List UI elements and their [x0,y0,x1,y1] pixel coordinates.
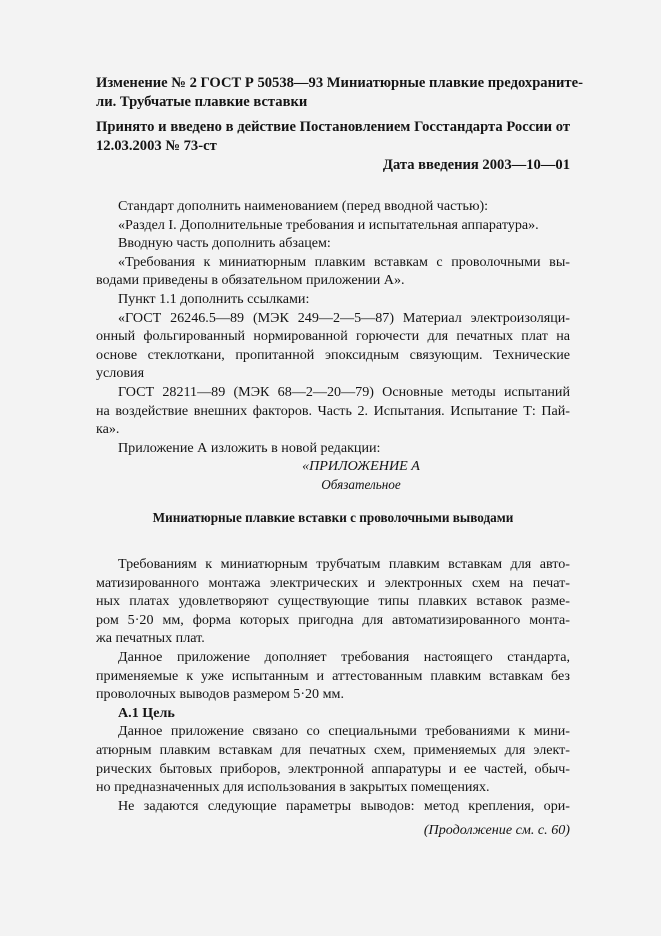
appendix-b-line-3: проволочных выводов размером 5·20 мм. [96,686,344,703]
appendix-paragraph-a [96,555,570,648]
appendix-a-line-3: ных платах удовлетворяют существующие типы плавких вставок разме- [96,593,570,610]
appendix-b-line-2: применяемые к уже испытанным и аттестованным плавким вставкам без [96,667,570,684]
appendix-b-line-1: Данное приложение дополняет требования настоящего стандарта, [118,649,570,666]
appendix-paragraph-b [96,648,570,704]
paragraph-7-line-1: ГОСТ 28211—89 (МЭК 68—2—20—79) Основные методы испытаний [118,383,570,400]
appendix-a-line-5: жа печатных плат. [96,630,205,647]
paragraph-4-line-1: «Требования к миниатюрным плавким вставкам с проволочными вы- [118,253,570,270]
paragraph-6-line-3: основе стеклоткани, пропитанной эпоксидным связующим. Технические [96,346,570,363]
appendix-paragraph-d [96,797,570,816]
paragraph-2: «Раздел I. Дополнительные требования и испытательная аппаратура». [118,216,539,233]
adoption-line-2: 12.03.2003 № 73-ст [96,138,217,154]
document-content [96,74,583,840]
paragraph-1: Стандарт дополнить наименованием (перед вводной частью): [118,198,489,214]
appendix-title: Миниатюрные плавкие вставки с проволочными выводами [152,509,514,525]
paragraph-3: Вводную часть дополнить абзацем: [118,235,331,252]
paragraph-6-line-4: условия [96,365,145,382]
appendix-c-line-3: рических бытовых приборов, электронной аппаратуры и ее частей, обыч- [96,760,570,777]
section-a1-heading: А.1 Цель [118,704,175,721]
continuation-note: (Продолжение см. с. 60) [423,822,570,839]
paragraph-7-line-2: на воздействие внешних факторов. Часть 2. Испытания. Испытание Т: Пай- [96,402,570,419]
amendment-title-line-1: Изменение № 2 ГОСТ Р 50538—93 Миниатюрные плавкие предохраните- [96,75,583,91]
paragraph-4 [96,253,570,290]
paragraph-4-line-2: водами приведены в обязательном приложении А». [96,272,405,289]
paragraph-6-line-1: «ГОСТ 26246.5—89 (МЭК 249—2—5—87) Материал электроизоляци- [118,309,570,326]
appendix-a-line-2: матизированного монтажа электрических и электронных схем на печат- [96,574,570,591]
appendix-c-line-1: Данное приложение связано со специальными требованиями к мини- [118,723,570,740]
amendment-title-line-2: ли. Трубчатые плавкие вставки [96,94,308,110]
paragraph-5: Пункт 1.1 дополнить ссылками: [118,290,310,307]
body-section [96,197,570,495]
adoption-line-1: Принято и введено в действие Постановлением Госстандарта России от [96,119,570,135]
paragraph-6 [96,309,570,383]
appendix-body [96,555,570,815]
appendix-a-line-1: Требованиям к миниатюрным трубчатым плавким вставкам для авто- [118,556,570,573]
appendix-d-line-1: Не задаются следующие параметры выводов: метод крепления, ори- [118,797,570,814]
appendix-c-line-2: атюрным плавким вставкам для печатных схем, применяемых для элект- [96,742,570,759]
effective-date: Дата введения 2003—10—01 [382,157,570,173]
appendix-paragraph-c [96,722,570,796]
appendix-a-line-4: ром 5·20 мм, форма которых пригодна для автоматизированного монта- [96,611,570,628]
appendix-status: Обязательное [321,476,401,492]
appendix-c-line-4: но предназначенных для использования в закрытых помещениях. [96,779,490,796]
amendment-title [96,74,583,112]
paragraph-7 [96,383,570,439]
appendix-label: «ПРИЛОЖЕНИЕ А [302,458,420,475]
paragraph-7-line-3: ка». [96,421,120,438]
paragraph-8: Приложение А изложить в новой редакции: [118,439,381,456]
adoption-statement [96,118,570,156]
paragraph-6-line-2: онный фольгированный нормированной горючести для печатных плат на [96,328,570,345]
